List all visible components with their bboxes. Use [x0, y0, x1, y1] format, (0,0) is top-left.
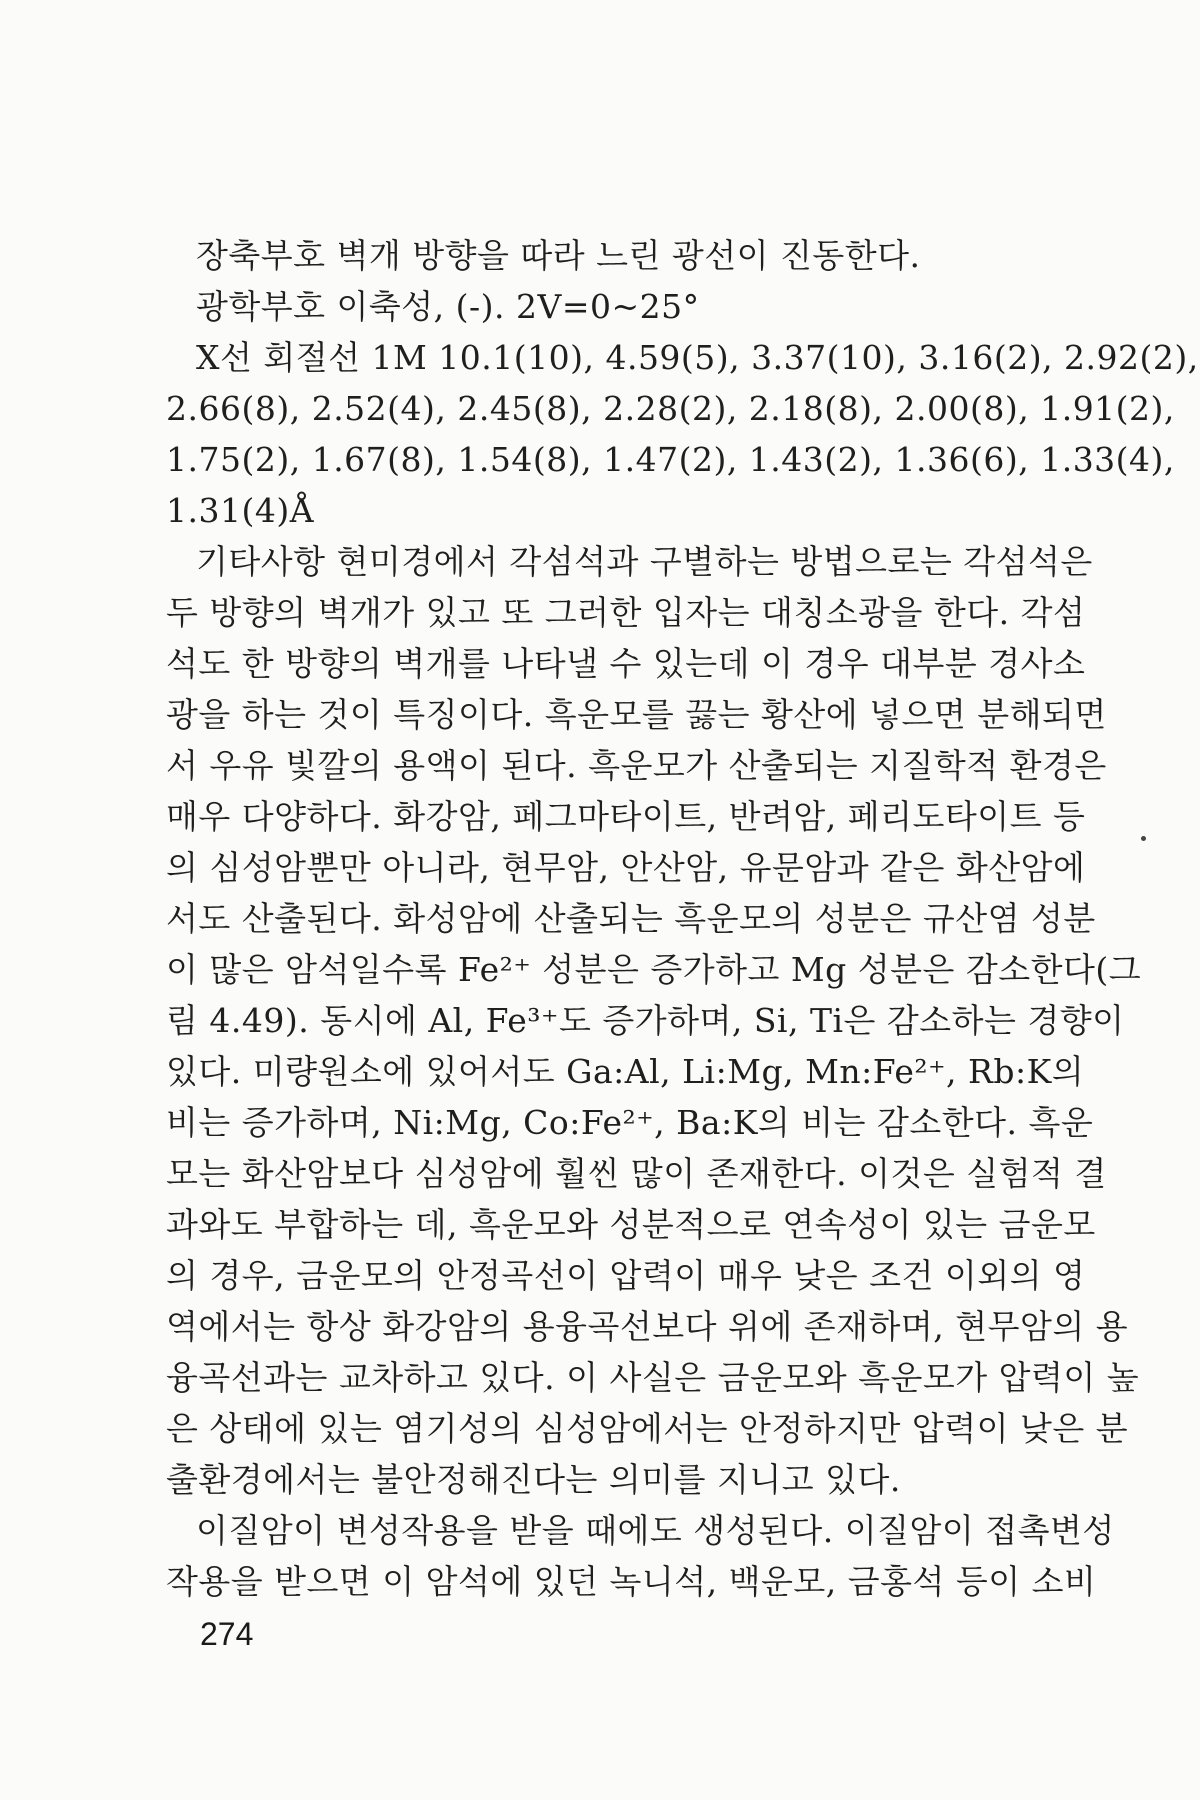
text-line: 출환경에서는 불안정해진다는 의미를 지니고 있다. [166, 1460, 901, 1499]
text-line: 두 방향의 벽개가 있고 또 그러한 입자는 대칭소광을 한다. 각섬 [166, 593, 1086, 632]
page-number: 274 [200, 1616, 254, 1652]
text-line: 석도 한 방향의 벽개를 나타낼 수 있는데 이 경우 대부분 경사소 [166, 644, 1086, 683]
text-line: 있다. 미량원소에 있어서도 Ga:Al, Li:Mg, Mn:Fe²⁺, Rb:K의 [166, 1052, 1085, 1091]
text-line: 과와도 부합하는 데, 흑운모와 성분적으로 연속성이 있는 금운모 [166, 1205, 1096, 1244]
body-text [166, 230, 1199, 1607]
text-line: 역에서는 항상 화강암의 용융곡선보다 위에 존재하며, 현무암의 용 [166, 1307, 1129, 1346]
text-line: 장축부호 벽개 방향을 따라 느린 광선이 진동한다. [196, 236, 921, 275]
text-line: X선 회절선 1M 10.1(10), 4.59(5), 3.37(10), 3.16(2), 2.92(2), [196, 338, 1199, 377]
text-line: 의 심성암뿐만 아니라, 현무암, 안산암, 유문암과 같은 화산암에 [166, 848, 1086, 887]
text-line: 1.75(2), 1.67(8), 1.54(8), 1.47(2), 1.43(2), 1.36(6), 1.33(4), [166, 440, 1175, 479]
text-line: 매우 다양하다. 화강암, 페그마타이트, 반려암, 페리도타이트 등 [166, 797, 1086, 836]
text-line: 융곡선과는 교차하고 있다. 이 사실은 금운모와 흑운모가 압력이 높 [166, 1358, 1140, 1397]
scan-speck [1141, 836, 1146, 841]
text-line: 림 4.49). 동시에 Al, Fe³⁺도 증가하며, Si, Ti은 감소하는 경향이 [166, 1001, 1125, 1040]
text-line: 서 우유 빛깔의 용액이 된다. 흑운모가 산출되는 지질학적 환경은 [166, 746, 1107, 785]
text-line: 이 많은 암석일수록 Fe²⁺ 성분은 증가하고 Mg 성분은 감소한다(그 [166, 950, 1142, 989]
text-line: 작용을 받으면 이 암석에 있던 녹니석, 백운모, 금홍석 등이 소비 [166, 1562, 1097, 1601]
text-line: 모는 화산암보다 심성암에 훨씬 많이 존재한다. 이것은 실험적 결 [166, 1154, 1107, 1193]
text-line: 은 상태에 있는 염기성의 심성암에서는 안정하지만 압력이 낮은 분 [166, 1409, 1129, 1448]
text-line: 1.31(4)Å [166, 491, 315, 530]
text-line: 서도 산출된다. 화성암에 산출되는 흑운모의 성분은 규산염 성분 [166, 899, 1096, 938]
text-line: 비는 증가하며, Ni:Mg, Co:Fe²⁺, Ba:K의 비는 감소한다. 흑운 [166, 1103, 1094, 1142]
text-line: 광을 하는 것이 특징이다. 흑운모를 끓는 황산에 넣으면 분해되면 [166, 695, 1107, 734]
text-line: 2.66(8), 2.52(4), 2.45(8), 2.28(2), 2.18(8), 2.00(8), 1.91(2), [166, 389, 1175, 428]
text-line: 광학부호 이축성, (-). 2V=0~25° [196, 287, 700, 326]
text-line: 의 경우, 금운모의 안정곡선이 압력이 매우 낮은 조건 이외의 영 [166, 1256, 1086, 1295]
text-line: 기타사항 현미경에서 각섬석과 구별하는 방법으로는 각섬석은 [196, 542, 1093, 581]
text-line: 이질암이 변성작용을 받을 때에도 생성된다. 이질암이 접촉변성 [196, 1511, 1115, 1550]
